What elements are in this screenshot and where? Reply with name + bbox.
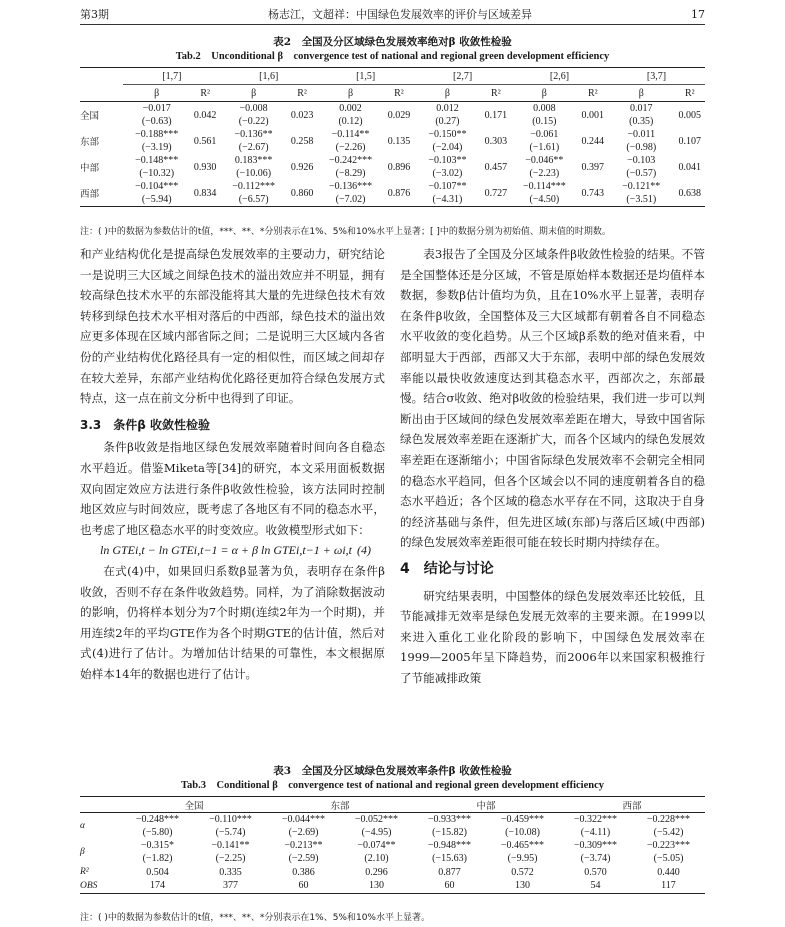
table3-r2-row (80, 865, 705, 879)
t-value: (−2.23) (529, 168, 560, 179)
table2-beta-cell (511, 180, 578, 207)
table3-row-label: α (80, 821, 85, 831)
table2-beta-cell (220, 154, 287, 180)
table2-period-header: [2,6] (511, 68, 608, 85)
table3-row-label: β (80, 847, 85, 857)
table2-corner (80, 68, 123, 85)
formula-expression: ln GTEi,t − ln GTEi,t−1 = α + β ln GTEi,t−1 + ωi,t (100, 543, 353, 558)
table2-beta-cell (220, 102, 287, 129)
t-value: (−1.61) (529, 142, 560, 153)
table3-group-header: 全国 (184, 800, 204, 812)
table3 (80, 796, 705, 894)
table2-r2-cell: 0.727 (484, 187, 508, 199)
table2-note: 注：( )中的数据为参数估计的t值，***、**、*分别表示在1%、5%和10%水平上显著；[ ]中的数据分别为初始值、期末值的时期数。 (80, 227, 611, 237)
beta-coefficient: −0.136*** (328, 181, 373, 192)
coefficient: −0.948*** (427, 840, 472, 851)
table2-beta-cell (414, 154, 481, 180)
t-value: (−2.26) (335, 142, 366, 153)
table3-cell: 0.335 (219, 866, 242, 878)
coefficient: −0.248*** (135, 814, 180, 825)
t-value: (−5.42) (653, 827, 684, 838)
table2-r2-cell: 0.042 (193, 109, 217, 121)
table3-cell: 0.570 (584, 866, 607, 878)
t-value: (0.15) (532, 116, 557, 127)
table3-cell (632, 813, 705, 840)
coefficient: −0.459*** (500, 814, 545, 825)
beta-coefficient: −0.242*** (328, 155, 373, 166)
t-value: (−10.06) (236, 168, 272, 179)
table2-beta-header: β (347, 87, 354, 99)
t-value: (−5.05) (653, 853, 684, 864)
t-value: (2.10) (364, 853, 389, 864)
right-paragraph-2: 研究结果表明，中国整体的绿色发展效率还比较低，且节能减排无效率是绿色发展无效率的主要来源。在1999以来进入重化工业化阶段的影响下，中国绿色发展效率在1999—2005年呈下降趋势，而2006年以来国家积极推行了节能减排政策 (400, 588, 705, 685)
table2-r2-cell: 0.930 (193, 161, 217, 173)
table2-r2-cell: 0.258 (290, 135, 314, 147)
table3-cell: 0.386 (292, 866, 315, 878)
table2-beta-cell (414, 180, 481, 207)
beta-coefficient: −0.008 (239, 103, 268, 114)
coefficient: −0.074** (357, 840, 396, 851)
coefficient: −0.465*** (500, 840, 545, 851)
t-value: (−2.04) (432, 142, 463, 153)
t-value: (−3.74) (580, 853, 611, 864)
table2-r2-header: R² (200, 87, 210, 99)
table-row (80, 102, 705, 129)
table2-r2-header: R² (491, 87, 501, 99)
table3-cell: 60 (444, 880, 455, 892)
table2-beta-cell (608, 102, 675, 129)
t-value: (−2.25) (215, 853, 246, 864)
t-value: (0.27) (435, 116, 460, 127)
t-value: (−4.11) (580, 827, 611, 838)
table3-cell: 60 (298, 880, 309, 892)
left-column (80, 244, 385, 684)
beta-coefficient: −0.046** (525, 155, 564, 166)
table2-beta-cell (608, 128, 675, 154)
t-value: (−5.94) (141, 194, 172, 205)
t-value: (−0.22) (238, 116, 269, 127)
table2-beta-cell (414, 128, 481, 154)
t-value: (−2.67) (238, 142, 269, 153)
beta-coefficient: −0.107** (428, 181, 467, 192)
page-number: 17 (691, 7, 705, 21)
table3-cell: 117 (661, 880, 676, 892)
table3-cell (486, 839, 559, 865)
table2-r2-cell: 0.135 (387, 135, 411, 147)
table3-cell (121, 839, 194, 865)
table2-beta-header: β (541, 87, 547, 99)
section-4-heading: 4 结论与讨论 (400, 560, 494, 577)
t-value: (−5.80) (142, 827, 173, 838)
running-title: 杨志江，文超祥：中国绿色发展效率的评价与区域差异 (268, 8, 532, 21)
beta-coefficient: 0.002 (339, 103, 362, 114)
beta-coefficient: −0.103** (428, 155, 467, 166)
table3-group-header: 中部 (476, 800, 496, 812)
t-value: (−4.31) (432, 194, 463, 205)
beta-coefficient: −0.011 (627, 129, 656, 140)
table3-cell: 0.440 (657, 866, 680, 878)
coefficient: −0.933*** (427, 814, 472, 825)
table2-beta-header: β (251, 87, 257, 99)
beta-coefficient: 0.008 (533, 103, 556, 114)
table3-cell (413, 813, 486, 840)
table2-r2-cell: 0.023 (290, 109, 314, 121)
table2-beta-cell (317, 102, 384, 129)
table-row (80, 180, 705, 207)
coefficient: −0.052*** (354, 814, 399, 825)
beta-coefficient: −0.061 (530, 129, 559, 140)
beta-coefficient: −0.114*** (522, 181, 566, 192)
table2-beta-cell (123, 128, 190, 154)
table-row (80, 154, 705, 180)
beta-coefficient: −0.121** (622, 181, 661, 192)
coefficient: −0.315* (140, 840, 175, 851)
table2-r2-cell: 0.041 (678, 161, 702, 173)
beta-coefficient: −0.017 (142, 103, 171, 114)
table2-r2-header: R² (684, 87, 695, 99)
beta-coefficient: −0.150** (428, 129, 467, 140)
table-row (80, 128, 705, 154)
table2-beta-cell (608, 180, 675, 207)
table3-body (80, 813, 705, 894)
t-value: (−8.29) (335, 168, 366, 179)
table2-r2-cell: 0.834 (193, 187, 217, 199)
table2-r2-cell: 0.743 (581, 187, 605, 199)
table3-cell (486, 813, 559, 840)
table2-beta-cell (511, 128, 578, 154)
table2-beta-cell (123, 102, 190, 129)
table2-r2-cell: 0.029 (387, 109, 411, 121)
t-value: (−2.69) (288, 827, 319, 838)
table3-group-header: 东部 (330, 800, 350, 812)
t-value: (−2.59) (288, 853, 319, 864)
beta-coefficient: −0.148*** (135, 155, 179, 166)
t-value: (−3.51) (626, 194, 657, 205)
table2-r2-cell: 0.397 (581, 161, 605, 173)
table3-cell (559, 813, 632, 840)
table2-r2-header: R² (297, 87, 307, 99)
table2-beta-cell (220, 180, 287, 207)
table2-r2-cell: 0.638 (678, 187, 702, 199)
beta-coefficient: 0.183*** (234, 155, 273, 166)
table2-beta-cell (608, 154, 675, 180)
table3-cell (194, 813, 267, 840)
t-value: (−15.82) (432, 827, 467, 838)
issue-label: 第3期 (80, 8, 109, 21)
t-value: (−6.57) (238, 194, 269, 205)
coefficient: −0.044*** (281, 814, 326, 825)
table3-cell (194, 839, 267, 865)
table3-cell: 130 (369, 880, 384, 892)
beta-coefficient: −0.112*** (232, 181, 276, 192)
table2-beta-cell (317, 154, 384, 180)
table3-cell (267, 839, 340, 865)
t-value: (−10.32) (139, 168, 175, 179)
left-paragraph-1: 和产业结构优化是提高绿色发展效率的主要动力，研究结论一是说明三大区域之间绿色技术的溢出效应并不明显，拥有较高绿色技术水平的东部没能将其大量的先进绿色技术有效转移到绿色技术水平相对落后的中西部，绿色技术的溢出效应更多体现在区域内部省际之间；二是说明三大区域内各省份的产业结构优化路径具有一定的相似性，而区域之间却存在较大差异，东部产业结构优化路径更加符合绿色发展方式特点，这一点在前文分析中也得到了印证。 (80, 247, 385, 406)
table3-row-label: R² (80, 867, 89, 877)
left-paragraph-2: 条件β收敛是指地区绿色发展效率随着时间向各自稳态水平趋近。借鉴Miketa等[34]的研究，本文采用面板数据双向固定效应方法进行条件β收敛性检验，该方法同时控制地区效应与时间效应，既考虑了各地区有不同的稳态水平，也考虑了地区稳态水平的时变效应。收敛模型形式如下： (80, 440, 385, 537)
table2-period-header: [1,5] (317, 68, 414, 85)
coefficient: −0.223*** (646, 840, 691, 851)
table2-r2-cell: 0.561 (193, 135, 217, 147)
section-3-3-heading: 3.3 条件β 收敛性检验 (80, 417, 211, 432)
coefficient: −0.110*** (209, 814, 252, 825)
table2-caption-en: Tab.2 Unconditional β convergence test of national and regional green development efficiency (175, 51, 610, 62)
table2-beta-cell (317, 180, 384, 207)
table3-cell (340, 839, 413, 865)
right-paragraph-1: 表3报告了全国及分区域条件β收敛性检验的结果。不管是全国整体还是分区域，不管是原始样本数据还是均值样本数据，参数β估计值均为负，且在10%水平上显著，表明存在条件β收敛，全国整体及三大区域都有朝着各自不同稳态水平收敛的变化趋势。从三个区域β系数的绝对值来看，中部明显大于西部，西部又大于东部，表明中部的绿色发展效率能以最快收敛速度达到其稳态水平，西部次之，东部最慢。结合σ收敛、绝对β收敛的检验结果，我们进一步可以判断出由于区域间的绿色发展效率差距在增大，导致中国省际绿色发展效率差距在逐渐扩大，而各个区域内的绿色发展效率差距在逐渐缩小；中国省际绿色发展效率不会朝完全相同的稳态水平趋同，但各个区域会以不同的速度朝着各自的稳态水平趋近；各个区域的稳态水平存在不同，这取决于自身的经济基础与条件，但先进区域(东部)与落后区域(中西部)的绿色发展效率差距很可能在较长时期内持续存在。 (400, 247, 705, 550)
table2-beta-cell (317, 128, 384, 154)
table2-caption-zh: 表2 全国及分区域绿色发展效率绝对β 收敛性检验 (273, 36, 512, 48)
table2-beta-header: β (638, 87, 644, 99)
table-row (80, 839, 705, 865)
beta-coefficient: −0.103 (627, 155, 656, 166)
table2-beta-cell (123, 154, 190, 180)
table3-cell (121, 813, 194, 840)
table2-period-header: [2,7] (414, 68, 511, 85)
beta-coefficient: 0.017 (630, 103, 653, 114)
header-rule (80, 24, 705, 25)
table2-period-header: [1,7] (123, 68, 220, 85)
table2-beta-cell (220, 128, 287, 154)
table2-period-header: [3,7] (608, 68, 705, 85)
beta-coefficient: −0.188*** (135, 129, 179, 140)
t-value: (−4.95) (361, 827, 392, 838)
coefficient: −0.213** (284, 840, 323, 851)
table2-r2-cell: 0.926 (290, 161, 314, 173)
table2-r2-cell: 0.876 (387, 187, 411, 199)
table2-period-header: [1,6] (220, 68, 317, 85)
table3-cell: 0.877 (438, 866, 461, 878)
t-value: (−0.63) (141, 116, 172, 127)
right-column (400, 244, 705, 688)
table2-r2-header: R² (394, 87, 404, 99)
table3-caption-en: Tab.3 Conditional β convergence test of national and regional green development efficiency (181, 780, 604, 791)
t-value: (−10.08) (505, 827, 540, 838)
table2-beta-header: β (444, 87, 450, 99)
beta-coefficient: −0.136** (234, 129, 273, 140)
coefficient: −0.309*** (573, 840, 618, 851)
table2-r2-cell: 0.303 (484, 135, 508, 147)
t-value: (−0.57) (626, 168, 657, 179)
running-header (80, 4, 705, 24)
table2-r2-cell: 0.171 (484, 109, 508, 121)
table3-cell: 0.296 (365, 866, 388, 878)
table3-cell: 377 (223, 880, 238, 892)
table3-cell (559, 839, 632, 865)
table3-cell (340, 813, 413, 840)
formula-4 (80, 540, 385, 561)
table2-r2-cell: 0.244 (581, 135, 605, 147)
beta-coefficient: −0.114** (331, 129, 370, 140)
t-value: (−9.95) (507, 853, 538, 864)
table-row (80, 813, 705, 840)
coefficient: −0.141** (211, 840, 250, 851)
table3-cell: 130 (515, 880, 530, 892)
t-value: (−0.98) (626, 142, 657, 153)
table3-cell: 54 (590, 880, 601, 892)
table2-row-label: 西部 (80, 189, 100, 200)
table3-cell (413, 839, 486, 865)
table2-beta-cell (511, 154, 578, 180)
table2-beta-cell (511, 102, 578, 129)
table2 (80, 67, 705, 207)
table2-r2-cell: 0.457 (484, 161, 508, 173)
table2-r2-cell: 0.896 (387, 161, 411, 173)
table3-row-label: OBS (80, 880, 98, 891)
table2-beta-cell (414, 102, 481, 129)
table2-r2-cell: 0.107 (678, 135, 702, 147)
table3-caption-zh: 表3 全国及分区域绿色发展效率条件β 收敛性检验 (273, 765, 512, 777)
table3-cell (632, 839, 705, 865)
beta-coefficient: 0.012 (436, 103, 459, 114)
coefficient: −0.322*** (573, 814, 618, 825)
table2-row-label: 全国 (80, 111, 100, 122)
table2-r2-cell: 0.001 (581, 109, 605, 121)
left-paragraph-3: 在式(4)中，如果回归系数β显著为负，表明存在条件β收敛，否则不存在条件收敛趋势。同样，为了消除数据波动的影响，仍将样本划分为7个时期(连续2年为一个时期)，并用连续2年的平均GTE作为各个时期GTE的估计值，然后对式(4)进行了估计。为增加估计结果的可靠性，本文根据原始样本14年的数据也进行了估计。 (80, 563, 385, 681)
table2-r2-header: R² (587, 87, 598, 99)
t-value: (−4.50) (529, 194, 560, 205)
table2-row-label: 中部 (80, 163, 100, 174)
table3-group-header: 西部 (622, 800, 642, 812)
table2-beta-header: β (154, 87, 160, 99)
t-value: (−3.19) (141, 142, 172, 153)
table3-cell (267, 813, 340, 840)
t-value: (−5.74) (215, 827, 246, 838)
table2-body (80, 102, 705, 207)
formula-number: (4) (357, 543, 371, 558)
table3-cell: 0.572 (511, 866, 534, 878)
beta-coefficient: −0.104*** (135, 181, 179, 192)
t-value: (−7.02) (335, 194, 366, 205)
table2-row-label: 东部 (80, 137, 100, 148)
t-value: (0.35) (629, 116, 654, 127)
table3-cell: 174 (150, 880, 165, 892)
table2-r2-cell: 0.860 (290, 187, 314, 199)
table2-r2-cell: 0.005 (678, 109, 702, 121)
t-value: (0.12) (338, 116, 363, 127)
t-value: (−3.02) (432, 168, 463, 179)
table3-note: 注：( )中的数据为参数估计的t值，***、**、*分别表示在1%、5%和10%水平上显著。 (80, 913, 430, 923)
table3-obs-row (80, 879, 705, 893)
table2-beta-cell (123, 180, 190, 207)
t-value: (−1.82) (142, 853, 173, 864)
t-value: (−15.63) (432, 853, 467, 864)
coefficient: −0.228*** (646, 814, 691, 825)
table3-cell: 0.504 (146, 866, 169, 878)
